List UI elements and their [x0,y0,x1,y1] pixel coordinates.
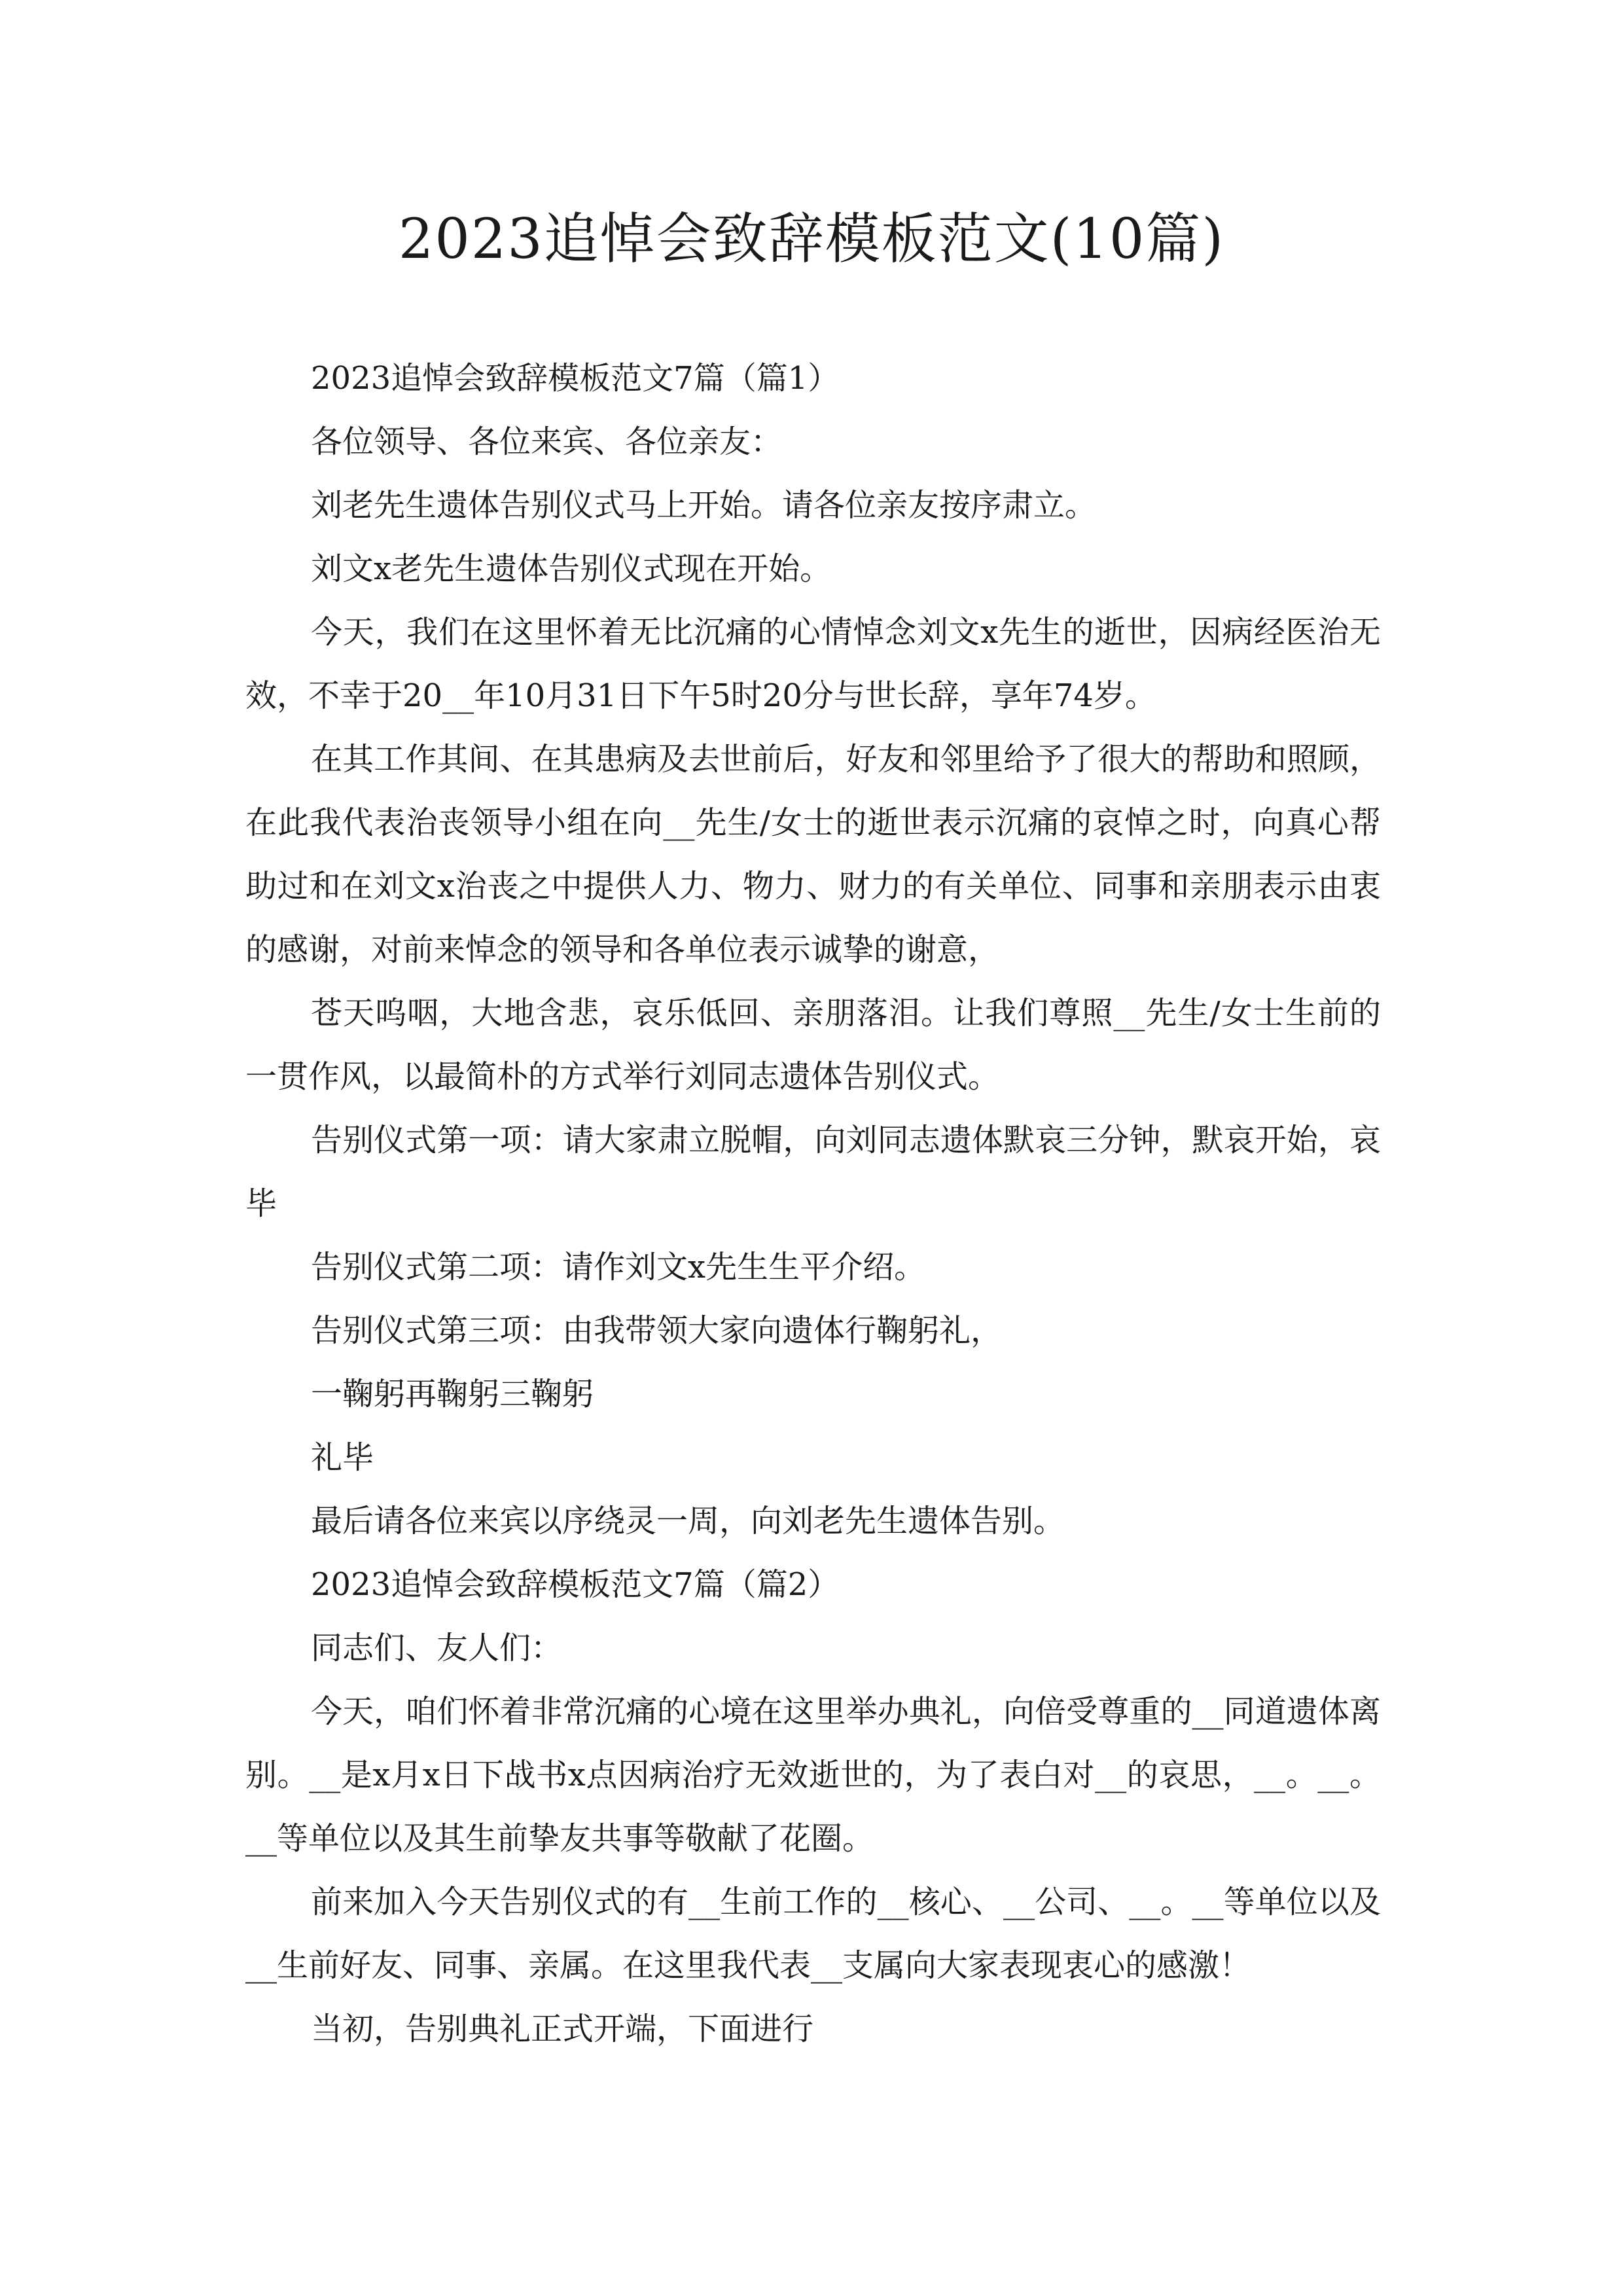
document-body [245,347,1381,2061]
paragraph: 告别仪式第一项：请大家肃立脱帽，向刘同志遗体默哀三分钟，默哀开始，哀毕 [245,1122,1381,1222]
paragraph: 今天，我们在这里怀着无比沉痛的心情悼念刘文x先生的逝世，因病经医治无效，不幸于20__年10月31日下午5时20分与世长辞，享年74岁。 [245,614,1381,714]
paragraph: 各位领导、各位来宾、各位亲友： [311,423,783,460]
document-title: 2023追悼会致辞模板范文(10篇) [398,207,1225,271]
paragraph: 苍天呜咽，大地含悲，哀乐低回、亲朋落泪。让我们尊照__先生/女士生前的一贯作风，以最简朴的方式举行刘同志遗体告别仪式。 [245,995,1381,1095]
paragraph: 前来加入今天告别仪式的有__生前工作的__核心、__公司、__。__等单位以及__生前好友、同事、亲属。在这里我代表__支属向大家表现衷心的感激！ [245,1884,1381,1984]
paragraph: 一鞠躬再鞠躬三鞠躬 [311,1376,594,1412]
paragraph: 刘老先生遗体告别仪式马上开始。请各位亲友按序肃立。 [311,487,1097,524]
paragraph: 告别仪式第二项：请作刘文x先生生平介绍。 [311,1249,926,1285]
paragraph: 告别仪式第三项：由我带领大家向遗体行鞠躬礼， [311,1312,1003,1349]
paragraph: 2023追悼会致辞模板范文7篇（篇1） [311,360,840,397]
paragraph: 2023追悼会致辞模板范文7篇（篇2） [311,1566,840,1603]
paragraph: 同志们、友人们： [311,1630,563,1666]
paragraph: 礼毕 [311,1439,374,1476]
paragraph: 刘文x老先生遗体告别仪式现在开始。 [311,550,832,587]
paragraph: 当初，告别典礼正式开端，下面进行 [311,2011,814,2047]
paragraph: 在其工作其间、在其患病及去世前后，好友和邻里给予了很大的帮助和照顾，在此我代表治丧领导小组在向__先生/女士的逝世表示沉痛的哀悼之时，向真心帮助过和在刘文x治丧之中提供人力、物力、财力的有关单位、同事和亲朋表示由衷的感谢，对前来悼念的领导和各单位表示诚挚的谢意， [245,741,1381,968]
paragraph: 今天，咱们怀着非常沉痛的心境在这里举办典礼，向倍受尊重的__同道遗体离别。__是x月x日下战书x点因病治疗无效逝世的，为了表白对__的哀思，__。__。__等单位以及其生前挚友共事等敬献了花圈。 [245,1693,1381,1857]
paragraph: 最后请各位来宾以序绕灵一周，向刘老先生遗体告别。 [311,1503,1065,1539]
